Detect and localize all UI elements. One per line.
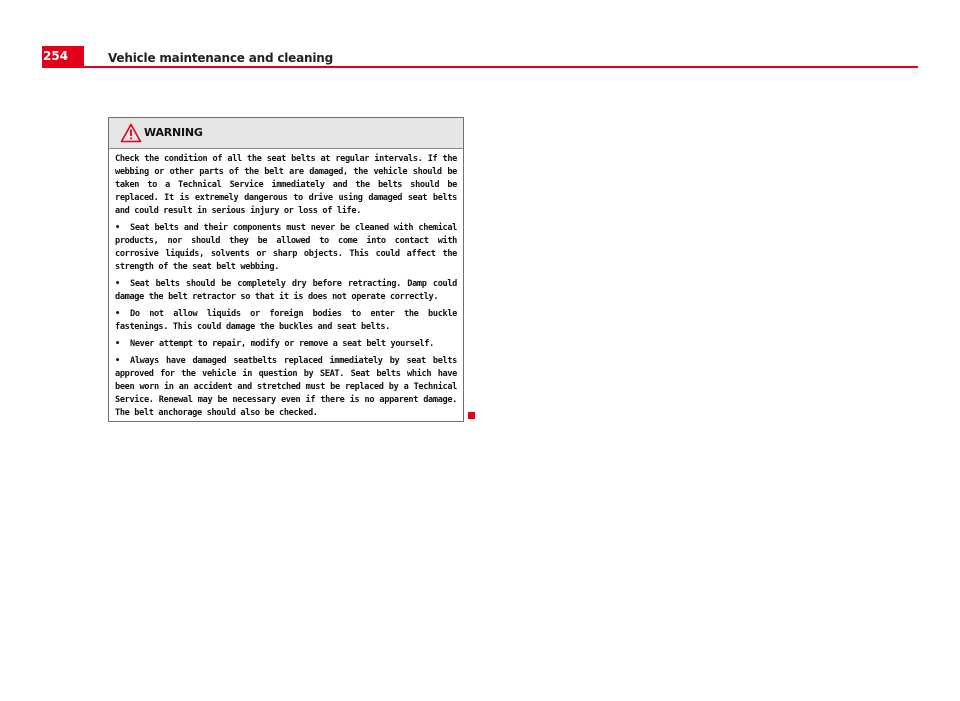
warning-header <box>109 118 463 149</box>
bullet-text: Seat belts should be completely dry before retracting. Damp could damage the belt retractor so that it is does not operate correctly. <box>115 279 457 302</box>
warning-triangle-icon <box>120 123 142 143</box>
warning-bullet <box>115 278 457 304</box>
bullet-icon: • <box>115 339 120 349</box>
bullet-text: Seat belts and their components must never be cleaned with chemical products, nor should they be allowed to come into contact with corrosive liquids, solvents or sharp objects. This could affect the strength of the seat belt webbing. <box>115 223 457 272</box>
warning-bullet <box>115 308 457 334</box>
warning-bullet <box>115 355 457 420</box>
bullet-icon: • <box>115 309 120 319</box>
warning-title: WARNING <box>144 126 203 139</box>
section-end-marker <box>468 412 475 419</box>
bullet-icon: • <box>115 356 120 366</box>
bullet-icon: • <box>115 223 120 233</box>
bullet-text: Do not allow liquids or foreign bodies to enter the buckle fastenings. This could damage the buckles and seat belts. <box>115 309 457 332</box>
warning-body <box>109 149 463 420</box>
bullet-text: Always have damaged seatbelts replaced immediately by seat belts approved for the vehicle in question by SEAT. Seat belts which have been worn in an accident and stretched must be replaced by a Technical Service. Renewal may be necessary even if there is no apparent damage. The belt anchorage should also be checked. <box>115 356 457 418</box>
bullet-text: Never attempt to repair, modify or remove a seat belt yourself. <box>130 339 434 349</box>
warning-bullet <box>115 338 457 351</box>
warning-bullet <box>115 222 457 274</box>
header-rule <box>84 66 918 68</box>
warning-box <box>108 117 464 422</box>
warning-intro: Check the condition of all the seat belts at regular intervals. If the webbing or other parts of the belt are damaged, the vehicle should be taken to a Technical Service immediately and the belts should be replaced. It is extremely dangerous to drive using damaged seat belts and could result in serious injury or loss of life. <box>115 154 457 216</box>
page-number: 254 <box>42 46 84 68</box>
page-title: Vehicle maintenance and cleaning <box>108 51 333 65</box>
bullet-icon: • <box>115 279 120 289</box>
